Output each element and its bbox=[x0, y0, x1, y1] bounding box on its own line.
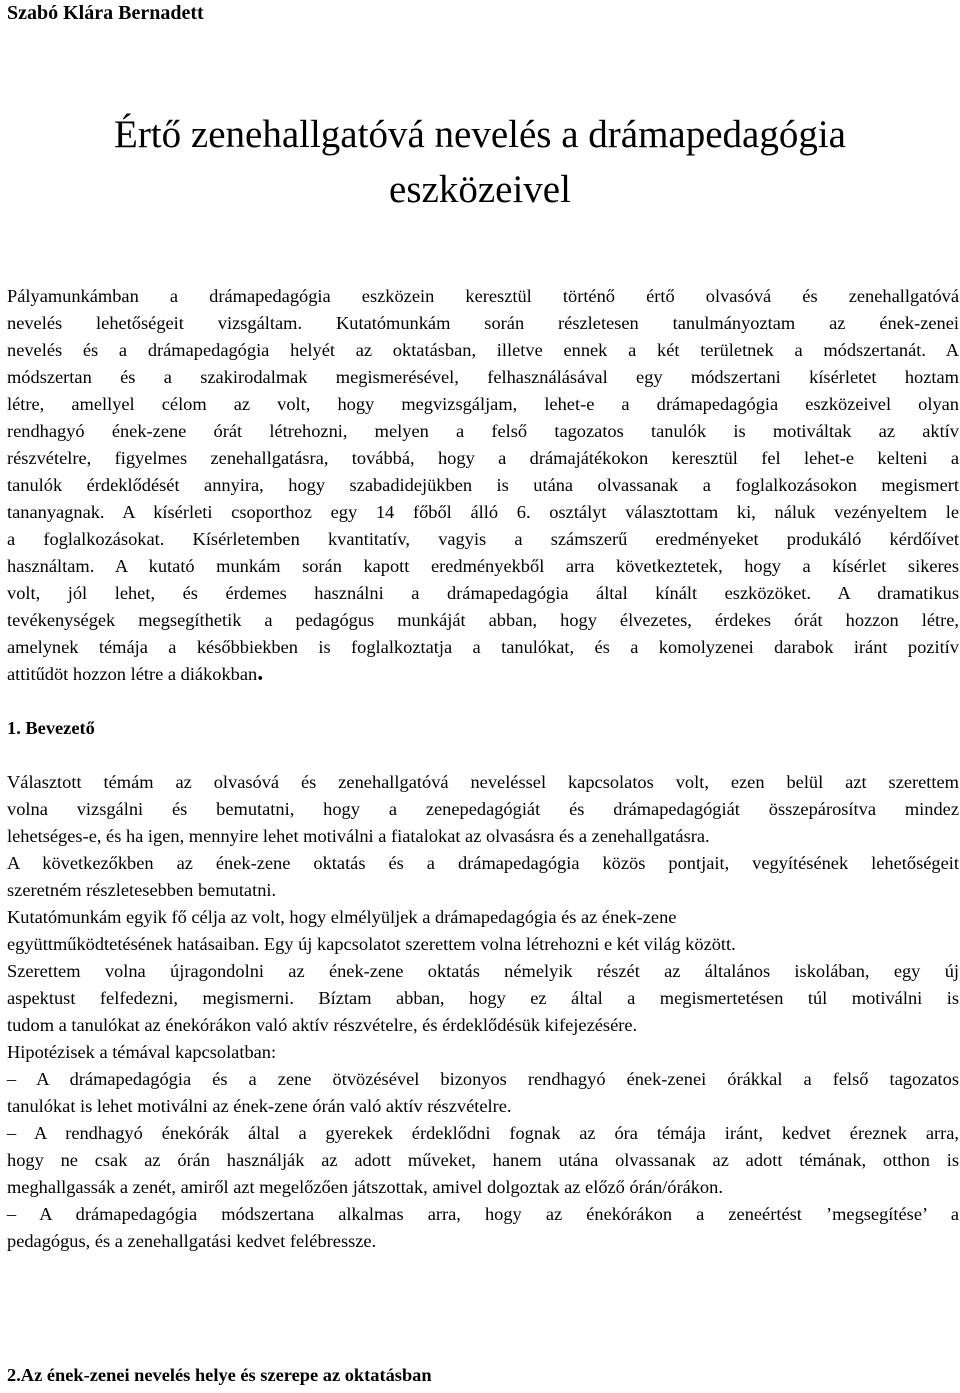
text-line: hogy ne csak az órán használják az adott műveket, hanem utána olvassanak az adott témának, otthon is bbox=[7, 1150, 959, 1170]
text-line-content: attitűdöt hozzon létre a diákokban bbox=[7, 664, 258, 684]
text-line: tanulók érdeklődését annyira, hogy szabadidejükben is utána olvassanak a foglalkozásokon megismert bbox=[7, 475, 959, 495]
text-line: aspektust felfedezni, megismerni. Bíztam abban, hogy ez által a megismertetésen túl motiválni is bbox=[7, 988, 959, 1008]
text-line bbox=[7, 661, 959, 688]
text-line: a foglalkozásokat. Kísérletemben kvantitatív, vagyis a számszerű eredményeket produkáló kérdőívet bbox=[7, 529, 959, 549]
text-line: tevékenységek megsegíthetik a pedagógus munkáját abban, hogy élvezetes, érdekes órát hozzon létre, bbox=[7, 610, 959, 630]
abstract-paragraph bbox=[7, 283, 959, 688]
text-line: amelynek témája a későbbiekben is foglalkoztatja a tanulókat, és a komolyzenei darabok iránt pozitív bbox=[7, 637, 959, 657]
text-line: nevelés lehetőségeit vizsgáltam. Kutatómunkám során részletesen tanulmányoztam az ének-zenei bbox=[7, 313, 959, 333]
text-line: tanulókat is lehet motiválni az ének-zene órán való aktív részvételre. bbox=[7, 1096, 512, 1116]
text-line: Pályamunkámban a drámapedagógia eszközein keresztül történő értő olvasóvá és zenehallgatóvá bbox=[7, 286, 959, 306]
section-1-body bbox=[7, 769, 959, 1255]
text-line: Hipotézisek a témával kapcsolatban: bbox=[7, 1042, 277, 1062]
text-line: – A drámapedagógia és a zene ötvözésével bizonyos rendhagyó ének-zenei órákkal a felső tagozatos bbox=[7, 1069, 959, 1089]
text-line: Szerettem volna újragondolni az ének-zene oktatás némelyik részét az általános iskolában, egy új bbox=[7, 961, 959, 981]
title-line-1: Értő zenehallgatóvá nevelés a drámapedagógia bbox=[114, 113, 846, 156]
text-line: lehetséges-e, és ha igen, mennyire lehet motiválni a fiatalokat az olvasásra és a zenehallgatásra. bbox=[7, 826, 710, 846]
text-line: módszertan és a szakirodalmak megismerésével, felhasználásával egy módszertani kísérletet hoztam bbox=[7, 367, 959, 387]
page-title bbox=[0, 107, 960, 217]
text-line: tananyagnak. A kísérleti csoporthoz egy 14 főből álló 6. osztályt választottam ki, náluk vezényeltem le bbox=[7, 502, 959, 522]
text-line: Kutatómunkám egyik fő célja az volt, hogy elmélyüljek a drámapedagógia és az ének-zene bbox=[7, 907, 677, 927]
text-line: tudom a tanulókat az énekórákon való aktív részvételre, és érdeklődésük kifejezésére. bbox=[7, 1015, 638, 1035]
text-line: Választott témám az olvasóvá és zenehallgatóvá neveléssel kapcsolatos volt, ezen belül azt szerettem bbox=[7, 772, 959, 792]
text-line: pedagógus, és a zenehallgatási kedvet felébressze. bbox=[7, 1231, 377, 1251]
text-line: nevelés és a drámapedagógia helyét az oktatásban, illetve ennek a két területnek a módszertanát. A bbox=[7, 340, 959, 360]
section-2-heading: 2.Az ének-zenei nevelés helye és szerepe az oktatásban bbox=[7, 1365, 432, 1385]
text-line: használtam. A kutató munkám során kapott eredményekből arra következtetek, hogy a kísérlet sikeres bbox=[7, 556, 959, 576]
author-name: Szabó Klára Bernadett bbox=[7, 2, 204, 24]
text-line: volna vizsgálni és bemutatni, hogy a zenepedagógiát és drámapedagógiát összepárosítva mindez bbox=[7, 799, 959, 819]
final-period: . bbox=[257, 660, 264, 686]
text-line: rendhagyó ének-zene órát létrehozni, melyen a felső tagozatos tanulók is motiváltak az aktív bbox=[7, 421, 959, 441]
text-line: – A rendhagyó énekórák által a gyerekek érdeklődni fognak az óra témája iránt, kedvet éreznek arra, bbox=[7, 1123, 959, 1143]
text-line: A következőkben az ének-zene oktatás és a drámapedagógia közös pontjait, vegyítésének lehetőségeit bbox=[7, 853, 959, 873]
section-1-heading: 1. Bevezető bbox=[7, 718, 95, 738]
text-line: létre, amellyel célom az volt, hogy megvizsgáljam, lehet-e a drámapedagógia eszközeivel olyan bbox=[7, 394, 959, 414]
text-line: részvételre, figyelmes zenehallgatásra, továbbá, hogy a drámajátékokon keresztül fel lehet-e kelteni a bbox=[7, 448, 959, 468]
text-line: volt, jól lehet, és érdemes használni a drámapedagógia által kínált eszközöket. A dramatikus bbox=[7, 583, 959, 603]
title-line-2: eszközeivel bbox=[389, 168, 571, 211]
text-line: szeretném részletesebben bemutatni. bbox=[7, 880, 277, 900]
text-line: meghallgassák a zenét, amiről azt megelőzően játszottak, amivel dolgoztak az előző órán/órákon. bbox=[7, 1177, 723, 1197]
text-line: – A drámapedagógia módszertana alkalmas arra, hogy az énekórákon a zeneértést ’megsegítése’ a bbox=[7, 1204, 959, 1224]
text-line: együttműködtetésének hatásaiban. Egy új kapcsolatot szerettem volna létrehozni e két világ között. bbox=[7, 934, 736, 954]
